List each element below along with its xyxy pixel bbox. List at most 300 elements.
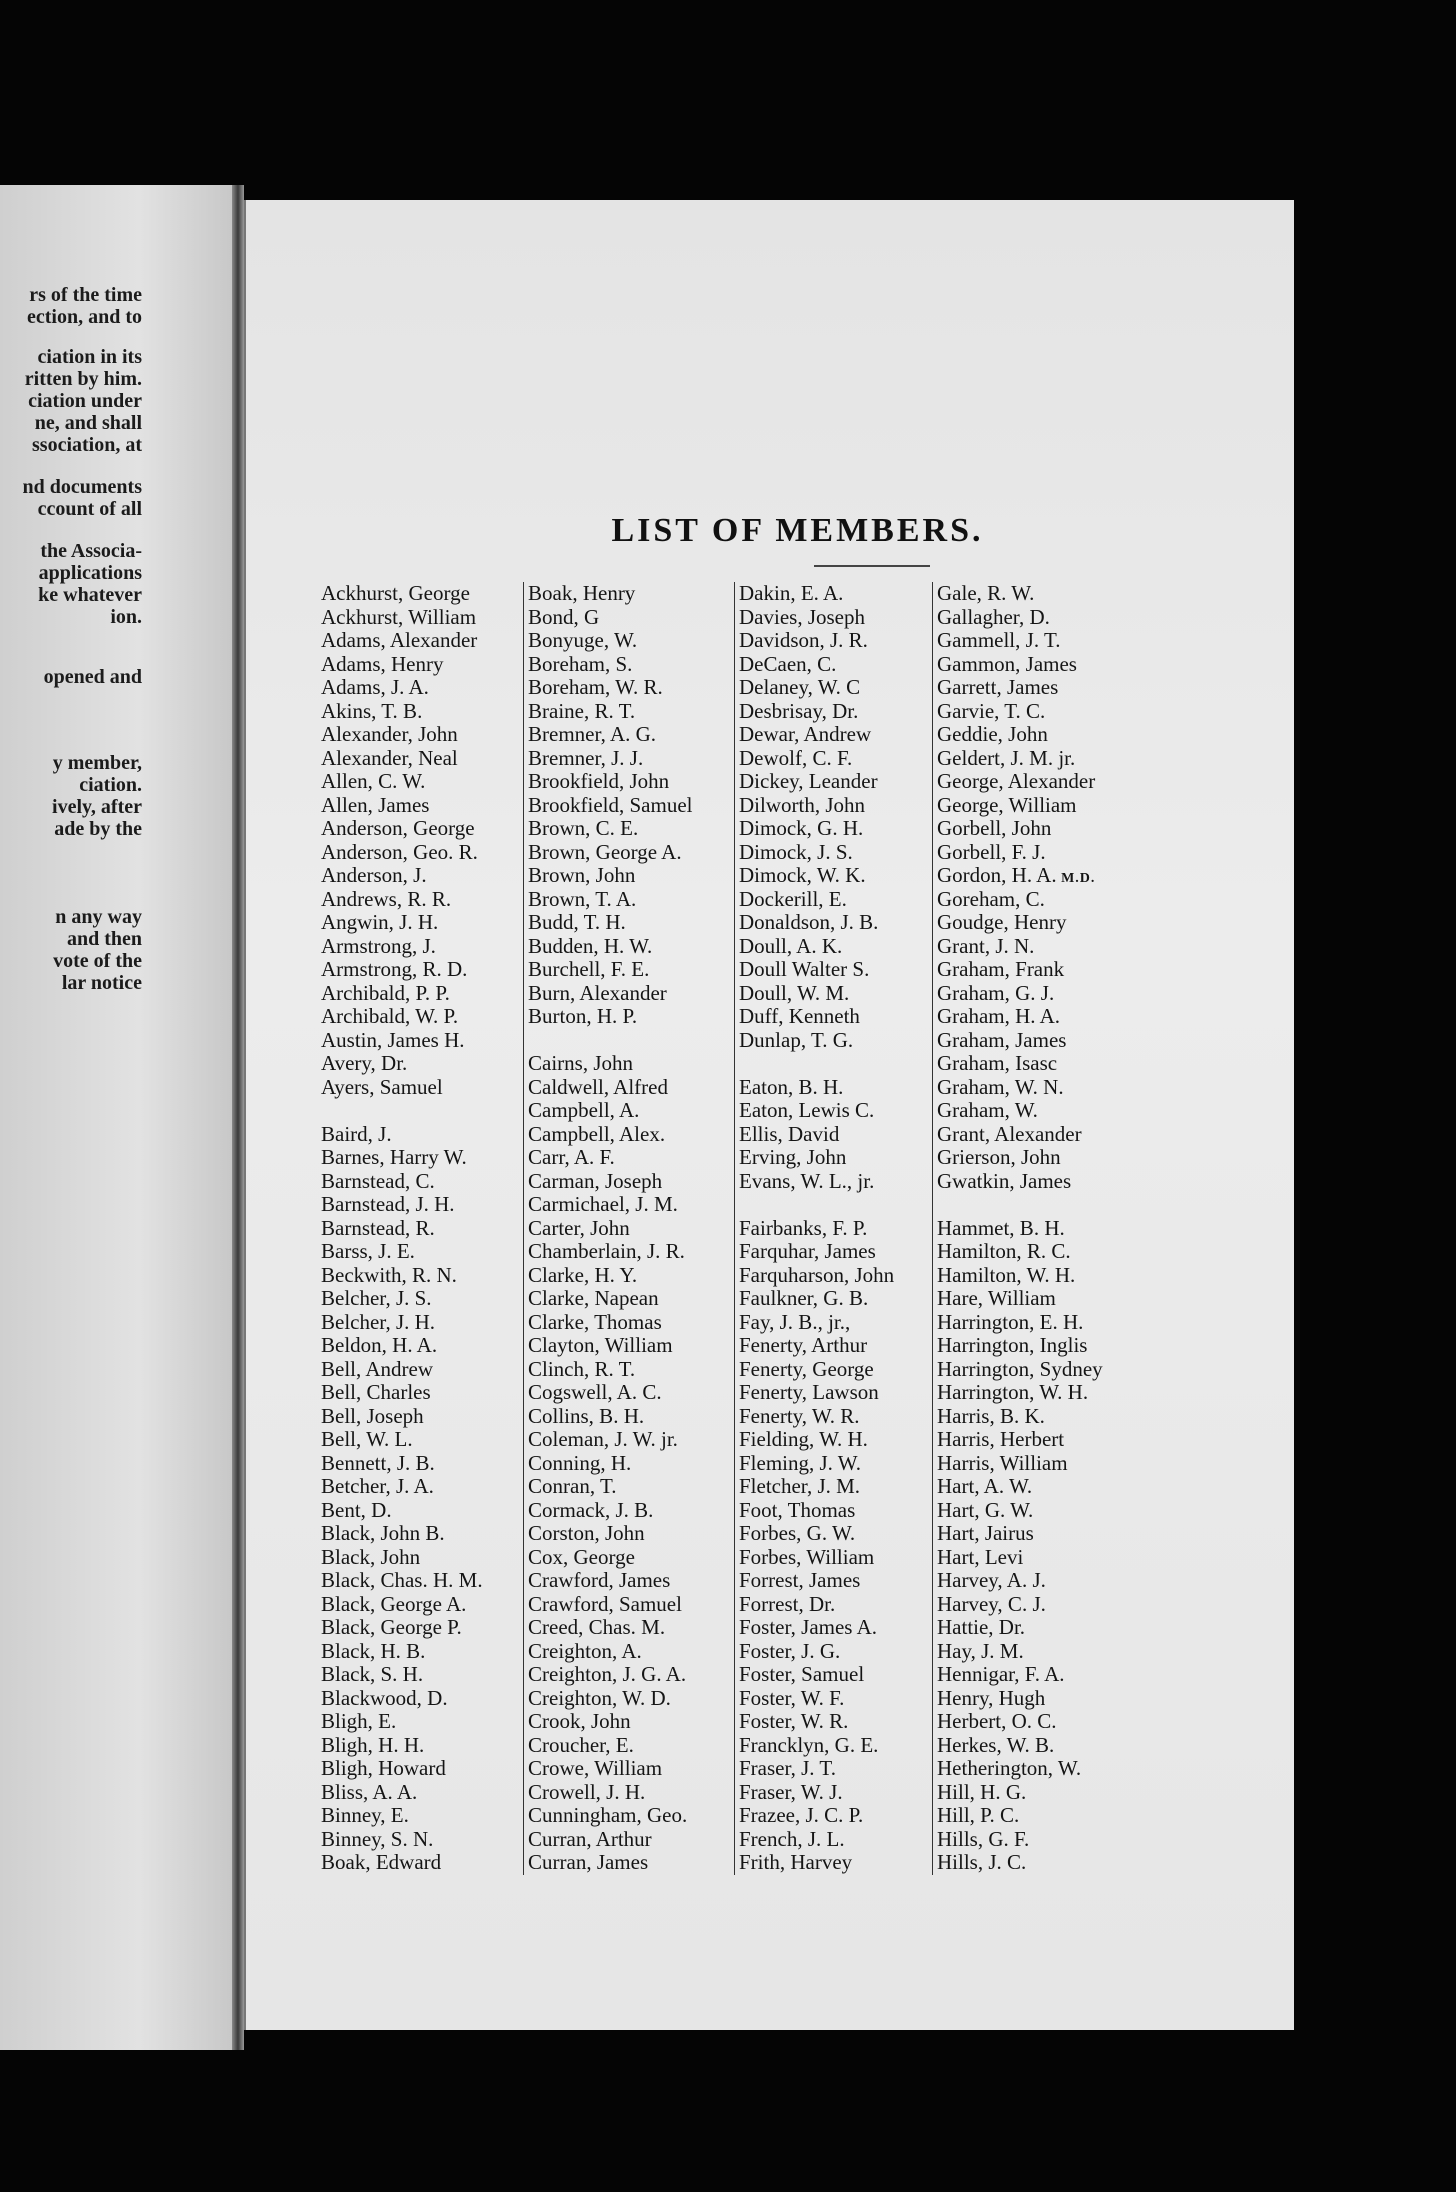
member-name: Hare, William xyxy=(937,1286,1056,1310)
member-name: Hill, H. G. xyxy=(937,1779,1027,1804)
member-entry xyxy=(528,1593,692,1617)
member-entry xyxy=(321,1828,483,1852)
member-entry xyxy=(937,582,1103,606)
member-name: Davies, Joseph xyxy=(739,604,865,629)
member-name: Dimock, J. S. xyxy=(739,839,853,864)
member-entry xyxy=(528,700,692,724)
member-name: Brown, T. A. xyxy=(528,886,637,911)
member-entry xyxy=(937,1381,1103,1405)
member-name: George, Alexander xyxy=(937,769,1096,793)
member-name: Hetherington, W. xyxy=(937,1756,1082,1780)
member-name: Delaney, W. C xyxy=(739,675,861,699)
member-entry xyxy=(739,723,894,747)
section-gap xyxy=(739,1052,894,1076)
member-name: Bligh, Howard xyxy=(321,1756,446,1780)
member-entry xyxy=(528,1146,692,1170)
member-entry xyxy=(937,1593,1103,1617)
member-name: Fenerty, Arthur xyxy=(739,1333,868,1357)
member-entry xyxy=(321,841,483,865)
member-entry xyxy=(321,1640,483,1664)
member-entry xyxy=(739,1287,894,1311)
member-name: Brown, George A. xyxy=(528,839,682,864)
member-name: Adams, J. A. xyxy=(321,675,429,699)
member-entry xyxy=(937,1851,1103,1875)
member-name: Eaton, Lewis C. xyxy=(739,1098,875,1122)
member-entry xyxy=(321,582,483,606)
member-entry xyxy=(528,841,692,865)
member-name: Gorbell, F. J. xyxy=(937,839,1046,864)
member-entry xyxy=(739,911,894,935)
facing-page-fragment: and then xyxy=(66,928,142,950)
member-entry xyxy=(321,1781,483,1805)
member-name: Black, H. B. xyxy=(321,1638,426,1663)
member-name: Dakin, E. A. xyxy=(739,581,844,605)
member-name: Baird, J. xyxy=(321,1121,392,1146)
facing-page-fragment: ade by the xyxy=(54,818,142,840)
member-entry xyxy=(937,1146,1103,1170)
member-name: Duff, Kenneth xyxy=(739,1004,860,1028)
member-name: Anderson, J. xyxy=(321,863,427,887)
member-entry xyxy=(739,1217,894,1241)
member-name: Beldon, H. A. xyxy=(321,1333,438,1357)
member-entry xyxy=(739,676,894,700)
member-entry xyxy=(321,817,483,841)
member-name: Cogswell, A. C. xyxy=(528,1380,662,1404)
member-entry xyxy=(739,1452,894,1476)
member-name: Bent, D. xyxy=(321,1497,392,1522)
member-name: Fenerty, Lawson xyxy=(739,1380,879,1404)
member-name: Dockerill, E. xyxy=(739,886,847,911)
member-name: Hay, J. M. xyxy=(937,1638,1024,1663)
member-name: Hart, Levi xyxy=(937,1544,1024,1569)
member-entry xyxy=(937,1428,1103,1452)
member-name: Belcher, J. H. xyxy=(321,1309,436,1334)
member-entry xyxy=(528,1663,692,1687)
member-entry xyxy=(739,700,894,724)
member-entry xyxy=(321,888,483,912)
member-entry xyxy=(739,1428,894,1452)
member-entry xyxy=(739,629,894,653)
member-name: Creighton, W. D. xyxy=(528,1685,671,1710)
member-entry xyxy=(739,1522,894,1546)
member-name: Foot, Thomas xyxy=(739,1497,856,1522)
member-entry xyxy=(739,817,894,841)
member-entry xyxy=(528,606,692,630)
member-name: Geddie, John xyxy=(937,722,1048,746)
member-name: Black, S. H. xyxy=(321,1662,424,1686)
member-name: Dunlap, T. G. xyxy=(739,1027,854,1052)
member-entry xyxy=(937,1099,1103,1123)
member-name: Armstrong, R. D. xyxy=(321,957,468,981)
member-name: Beckwith, R. N. xyxy=(321,1262,457,1287)
member-entry xyxy=(739,864,894,888)
member-name: Anderson, George xyxy=(321,816,475,840)
member-name: Bliss, A. A. xyxy=(321,1779,418,1804)
member-name: Ackhurst, George xyxy=(321,581,470,605)
facing-page-fragment: y member, xyxy=(52,752,142,774)
member-entry xyxy=(937,841,1103,865)
member-name: Conran, T. xyxy=(528,1474,617,1498)
member-name: Burchell, F. E. xyxy=(528,957,650,981)
member-entry xyxy=(937,1475,1103,1499)
member-entry xyxy=(937,1029,1103,1053)
member-entry xyxy=(528,1264,692,1288)
member-entry xyxy=(528,1005,692,1029)
member-entry xyxy=(937,1405,1103,1429)
member-name: Gorbell, John xyxy=(937,816,1052,840)
member-entry xyxy=(739,1687,894,1711)
member-name: Gammon, James xyxy=(937,651,1077,676)
member-entry xyxy=(321,1029,483,1053)
member-name: Crook, John xyxy=(528,1709,631,1733)
member-entry xyxy=(321,1334,483,1358)
member-entry xyxy=(321,1428,483,1452)
member-entry xyxy=(528,1757,692,1781)
member-entry xyxy=(739,1123,894,1147)
member-name: Dimock, W. K. xyxy=(739,863,866,887)
member-entry xyxy=(321,1381,483,1405)
title-rule xyxy=(814,565,930,567)
facing-page-fragment: n any way xyxy=(55,906,142,928)
member-name: Hills, J. C. xyxy=(937,1850,1027,1874)
member-name: Clarke, Thomas xyxy=(528,1309,662,1334)
member-entry xyxy=(739,1475,894,1499)
member-name: Henry, Hugh xyxy=(937,1685,1046,1710)
member-entry xyxy=(937,676,1103,700)
member-entry xyxy=(321,958,483,982)
member-name: Goudge, Henry xyxy=(937,910,1067,934)
member-name: Crowe, William xyxy=(528,1756,663,1780)
member-name: Davidson, J. R. xyxy=(739,628,868,652)
member-entry xyxy=(739,1757,894,1781)
member-name: Doull Walter S. xyxy=(739,957,870,981)
member-name: Forbes, G. W. xyxy=(739,1521,856,1545)
member-name: Frith, Harvey xyxy=(739,1850,853,1874)
member-entry xyxy=(937,1052,1103,1076)
member-entry xyxy=(528,1710,692,1734)
member-name: Foster, Samuel xyxy=(739,1662,865,1686)
member-entry xyxy=(937,1358,1103,1382)
member-entry xyxy=(739,1146,894,1170)
member-name: Cormack, J. B. xyxy=(528,1497,654,1522)
member-entry xyxy=(739,841,894,865)
member-entry xyxy=(528,1240,692,1264)
member-entry xyxy=(739,888,894,912)
member-name: Hammet, B. H. xyxy=(937,1215,1065,1240)
member-name: Dewar, Andrew xyxy=(739,722,872,746)
member-entry xyxy=(321,982,483,1006)
member-name: Farquhar, James xyxy=(739,1239,876,1263)
member-name: Allen, James xyxy=(321,792,430,817)
member-entry xyxy=(321,1076,483,1100)
member-entry xyxy=(321,1146,483,1170)
member-entry xyxy=(321,1170,483,1194)
member-name: Akins, T. B. xyxy=(321,698,423,723)
member-name: Crawford, James xyxy=(528,1568,671,1592)
facing-page-fragment: vote of the xyxy=(53,950,142,972)
member-name: Alexander, John xyxy=(321,722,458,746)
member-name: Harvey, A. J. xyxy=(937,1568,1046,1592)
member-name: Herbert, O. C. xyxy=(937,1709,1057,1733)
member-entry xyxy=(528,676,692,700)
member-entry xyxy=(739,1781,894,1805)
member-name: Hart, G. W. xyxy=(937,1497,1034,1522)
member-name: Fraser, W. J. xyxy=(739,1779,843,1804)
facing-page-fragment: ciation under xyxy=(28,390,142,412)
facing-page-fragment: ciation. xyxy=(79,774,142,796)
member-name: Harrington, E. H. xyxy=(937,1309,1084,1334)
member-name: Black, Chas. H. M. xyxy=(321,1568,483,1592)
member-entry xyxy=(739,582,894,606)
member-entry xyxy=(528,794,692,818)
member-name: Curran, James xyxy=(528,1850,649,1874)
member-entry xyxy=(739,1334,894,1358)
member-entry xyxy=(937,700,1103,724)
member-entry xyxy=(937,935,1103,959)
member-entry xyxy=(528,1428,692,1452)
member-name: Crawford, Samuel xyxy=(528,1591,682,1616)
member-name: Black, John B. xyxy=(321,1521,445,1545)
member-entry xyxy=(739,1616,894,1640)
member-entry xyxy=(937,1734,1103,1758)
member-name: Archibald, W. P. xyxy=(321,1004,459,1028)
member-entry xyxy=(321,770,483,794)
member-name: Boak, Edward xyxy=(321,1850,442,1874)
member-name: Cox, George xyxy=(528,1544,635,1569)
member-name: Garrett, James xyxy=(937,675,1059,699)
member-entry xyxy=(321,1616,483,1640)
member-entry xyxy=(739,606,894,630)
member-name: Conning, H. xyxy=(528,1450,632,1475)
member-name: Binney, E. xyxy=(321,1803,409,1827)
member-entry xyxy=(321,1240,483,1264)
member-entry xyxy=(937,1522,1103,1546)
member-name: Doull, W. M. xyxy=(739,980,850,1005)
member-entry xyxy=(937,1005,1103,1029)
member-entry xyxy=(937,1687,1103,1711)
member-entry xyxy=(528,1170,692,1194)
member-entry xyxy=(937,817,1103,841)
member-entry xyxy=(937,794,1103,818)
member-entry xyxy=(321,1217,483,1241)
member-entry xyxy=(937,982,1103,1006)
member-entry xyxy=(739,1569,894,1593)
member-entry xyxy=(321,1522,483,1546)
member-entry xyxy=(321,1546,483,1570)
facing-page-fragment: applications xyxy=(38,562,142,584)
member-entry xyxy=(321,1193,483,1217)
member-entry xyxy=(528,935,692,959)
member-name: Bligh, E. xyxy=(321,1709,397,1733)
member-name: Collins, B. H. xyxy=(528,1403,645,1428)
member-name: Budden, H. W. xyxy=(528,933,653,958)
member-name: Creed, Chas. M. xyxy=(528,1615,666,1639)
member-name: Hills, G. F. xyxy=(937,1826,1030,1851)
member-name: Fleming, J. W. xyxy=(739,1450,861,1475)
member-entry xyxy=(528,982,692,1006)
member-name: Grierson, John xyxy=(937,1145,1061,1169)
member-entry xyxy=(528,653,692,677)
member-entry xyxy=(321,1663,483,1687)
member-entry xyxy=(321,629,483,653)
member-name: Bonyuge, W. xyxy=(528,628,638,652)
facing-page-fragment: the Associa- xyxy=(40,540,142,562)
member-entry xyxy=(528,817,692,841)
member-entry xyxy=(528,1217,692,1241)
member-name: Graham, W. xyxy=(937,1098,1038,1122)
member-list-page xyxy=(244,200,1294,2030)
member-entry xyxy=(528,888,692,912)
member-entry xyxy=(528,1475,692,1499)
member-name: Evans, W. L., jr. xyxy=(739,1168,875,1193)
member-entry xyxy=(937,958,1103,982)
member-name: Goreham, C. xyxy=(937,886,1045,911)
member-name: Campbell, Alex. xyxy=(528,1121,666,1146)
member-entry xyxy=(739,1828,894,1852)
member-entry xyxy=(321,1734,483,1758)
facing-page-fragment: rs of the time xyxy=(29,284,142,306)
member-name: Burton, H. P. xyxy=(528,1004,638,1028)
member-entry xyxy=(739,747,894,771)
member-entry xyxy=(528,1358,692,1382)
member-column-2 xyxy=(523,582,692,1875)
member-name: Boreham, W. R. xyxy=(528,675,663,699)
member-name: Allen, C. W. xyxy=(321,769,426,793)
member-name: Eaton, B. H. xyxy=(739,1074,844,1099)
member-entry xyxy=(528,1616,692,1640)
member-entry xyxy=(321,606,483,630)
member-entry xyxy=(528,864,692,888)
member-entry xyxy=(739,1264,894,1288)
member-entry xyxy=(321,1475,483,1499)
member-name: Armstrong, J. xyxy=(321,933,436,958)
member-entry xyxy=(528,1311,692,1335)
member-entry xyxy=(321,1710,483,1734)
member-name: Hennigar, F. A. xyxy=(937,1662,1065,1686)
member-entry xyxy=(937,747,1103,771)
member-name: Andrews, R. R. xyxy=(321,886,452,911)
member-name: Black, George P. xyxy=(321,1615,462,1639)
member-entry xyxy=(321,1851,483,1875)
member-name: Bennett, J. B. xyxy=(321,1450,435,1475)
member-name: Forbes, William xyxy=(739,1544,875,1569)
member-entry xyxy=(739,1311,894,1335)
member-entry xyxy=(937,653,1103,677)
member-entry xyxy=(528,1334,692,1358)
member-entry xyxy=(321,700,483,724)
member-column-1 xyxy=(321,582,483,1875)
member-name: Graham, Isasc xyxy=(937,1051,1058,1075)
member-entry xyxy=(528,1076,692,1100)
member-name: Faulkner, G. B. xyxy=(739,1286,869,1310)
member-entry xyxy=(528,747,692,771)
member-entry xyxy=(937,770,1103,794)
member-entry xyxy=(321,1687,483,1711)
member-entry xyxy=(528,1287,692,1311)
member-entry xyxy=(321,864,483,888)
member-name: George, William xyxy=(937,792,1077,817)
member-entry xyxy=(528,1193,692,1217)
member-name: Angwin, J. H. xyxy=(321,910,439,934)
member-entry xyxy=(528,1099,692,1123)
member-entry xyxy=(321,653,483,677)
facing-page-fragment: ke whatever xyxy=(38,584,142,606)
member-name: Bell, Charles xyxy=(321,1380,431,1404)
member-name: Grant, Alexander xyxy=(937,1121,1082,1146)
member-entry xyxy=(739,1381,894,1405)
member-name: Dewolf, C. F. xyxy=(739,745,853,770)
member-name: Harrington, W. H. xyxy=(937,1380,1089,1404)
member-name: Foster, James A. xyxy=(739,1615,877,1639)
member-name: Hart, Jairus xyxy=(937,1521,1034,1545)
member-name: Campbell, A. xyxy=(528,1098,640,1122)
facing-page-fragment: lar notice xyxy=(61,972,142,994)
member-entry xyxy=(937,1240,1103,1264)
member-name: Clinch, R. T. xyxy=(528,1356,636,1381)
member-entry xyxy=(321,1569,483,1593)
member-name: Austin, James H. xyxy=(321,1027,465,1052)
member-entry xyxy=(937,1546,1103,1570)
member-name: Caldwell, Alfred xyxy=(528,1074,668,1099)
member-entry xyxy=(739,1029,894,1053)
member-entry xyxy=(937,1311,1103,1335)
member-name: Fenerty, George xyxy=(739,1356,874,1381)
member-name: Forrest, Dr. xyxy=(739,1591,836,1616)
member-entry xyxy=(528,911,692,935)
member-entry xyxy=(937,1334,1103,1358)
member-entry xyxy=(321,723,483,747)
member-name: Chamberlain, J. R. xyxy=(528,1239,685,1263)
member-name: Foster, J. G. xyxy=(739,1638,841,1663)
member-name: Bremner, A. G. xyxy=(528,722,657,746)
member-name: Binney, S. N. xyxy=(321,1826,434,1851)
member-name: Carter, John xyxy=(528,1215,630,1240)
member-name: Brown, C. E. xyxy=(528,816,639,840)
member-entry xyxy=(321,676,483,700)
degree-suffix: M.D. xyxy=(1056,871,1096,886)
member-entry xyxy=(937,1710,1103,1734)
member-column-3 xyxy=(734,582,894,1875)
member-name: Graham, H. A. xyxy=(937,1004,1061,1028)
member-name: Bligh, H. H. xyxy=(321,1732,425,1757)
member-name: Geldert, J. M. jr. xyxy=(937,745,1076,770)
member-entry xyxy=(937,1640,1103,1664)
member-entry xyxy=(321,1757,483,1781)
member-entry xyxy=(739,1851,894,1875)
member-entry xyxy=(739,1099,894,1123)
member-entry xyxy=(739,1640,894,1664)
member-entry xyxy=(528,1828,692,1852)
member-entry xyxy=(739,1710,894,1734)
member-entry xyxy=(937,1757,1103,1781)
member-name: Bremner, J. J. xyxy=(528,745,644,770)
member-entry xyxy=(528,1052,692,1076)
member-name: Fenerty, W. R. xyxy=(739,1403,860,1428)
member-name: Forrest, James xyxy=(739,1568,861,1592)
member-entry xyxy=(321,1405,483,1429)
member-name: Ellis, David xyxy=(739,1121,840,1146)
member-name: Avery, Dr. xyxy=(321,1051,408,1075)
member-entry xyxy=(937,1123,1103,1147)
member-entry xyxy=(937,1170,1103,1194)
member-name: Frazee, J. C. P. xyxy=(739,1803,864,1827)
member-name: Betcher, J. A. xyxy=(321,1474,434,1498)
member-name: Harris, B. K. xyxy=(937,1403,1045,1428)
member-name: Adams, Alexander xyxy=(321,628,478,652)
member-entry xyxy=(321,1052,483,1076)
member-name: Boak, Henry xyxy=(528,581,636,605)
member-name: Doull, A. K. xyxy=(739,933,843,958)
